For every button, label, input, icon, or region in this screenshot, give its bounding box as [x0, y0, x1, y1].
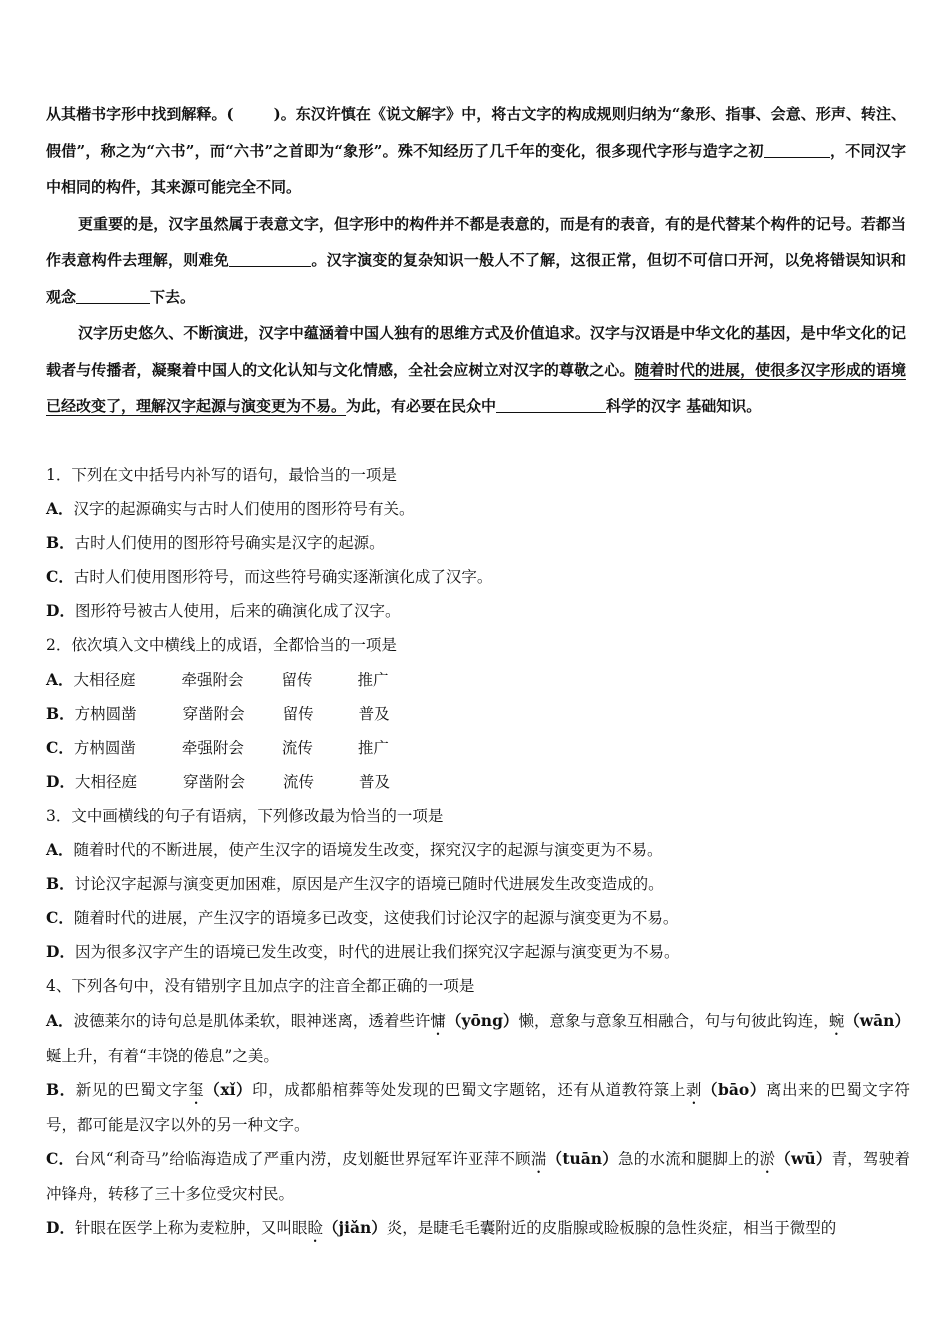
option-text: 蜒上升，有着“丰饶的倦息”之美。 — [46, 1046, 279, 1065]
option-text: 汉字的起源确实与古时人们使用的图形符号有关。 — [73, 500, 415, 519]
dotted-char: 玺 — [188, 1080, 205, 1099]
question-4-option-a[interactable] — [46, 1004, 910, 1073]
option-text: 离出来的巴蜀文字符号，都可能是汉字以外的另一种文字。 — [46, 1080, 910, 1134]
option-label: D． — [46, 771, 75, 791]
option-word-3: 流传 — [282, 772, 314, 791]
question-2-option-d[interactable] — [46, 765, 910, 799]
question-3-stem: 3．文中画横线的句子有语病，下列修改最为恰当的一项是 — [46, 806, 444, 825]
question-4-option-c[interactable] — [46, 1142, 910, 1211]
dotted-char: 淤 — [759, 1149, 776, 1168]
dotted-char: 湍 — [530, 1149, 547, 1168]
question-3-option-b[interactable] — [46, 867, 910, 901]
option-text: 古时人们使用的图形符号确实是汉字的起源。 — [74, 534, 385, 553]
question-3-option-d[interactable] — [46, 935, 910, 969]
pinyin: （bāo） — [701, 1079, 766, 1099]
passage-text: 。汉字演变的复杂知识一般人不了解，这很正常，但切不可信口开河，以免将错误知识和观念 — [46, 251, 906, 306]
option-label: D． — [46, 601, 75, 621]
dotted-char: 蜿 — [828, 1011, 845, 1030]
passage-paragraph-1 — [46, 96, 906, 206]
pinyin: （tuān） — [546, 1148, 619, 1168]
dotted-char: 剥 — [685, 1080, 702, 1099]
option-word-2: 牵强附会 — [181, 738, 244, 757]
option-text: 波德莱尔的诗句总是肌体柔软，眼神迷离，透着些许 — [73, 1011, 431, 1030]
question-2-option-c[interactable] — [46, 731, 910, 765]
passage-text: 从其楷书字形中找到解释。( — [46, 105, 234, 123]
option-text: 台风“利奇马”给临海造成了严重内涝，皮划艇世界冠军许亚萍不顾 — [74, 1149, 531, 1168]
option-word-3: 留传 — [282, 704, 314, 723]
option-text: 随着时代的不断进展，使产生汉字的语境发生改变，探究汉字的起源与演变更为不易。 — [73, 841, 663, 860]
option-word-4: 普及 — [358, 704, 390, 723]
blank-line-2 — [229, 250, 311, 267]
blank-line-3 — [76, 287, 150, 304]
option-text: 急的水流和腿脚上的 — [618, 1149, 760, 1168]
question-3-option-a[interactable] — [46, 833, 910, 867]
option-label: A． — [46, 499, 74, 519]
passage-text: 为此，有必要在民众中 — [346, 397, 497, 415]
pinyin: （wū） — [775, 1148, 832, 1168]
option-text: 懒，意象与意象互相融合，句与句彼此钩连， — [518, 1011, 829, 1030]
option-word-2: 牵强附会 — [181, 670, 244, 689]
passage-text: 更重要的是，汉字虽然属于表意文字，但字形中的构件并不都是表意的，而是有的表音，有的是代替某个构件的记号。若都当作表意构件去理解，则难免 — [46, 214, 906, 269]
option-label: C． — [46, 908, 74, 928]
option-word-1: 方枘圆凿 — [73, 738, 136, 757]
option-text: 印，成都船棺葬等处发现的巴蜀文字题铭，还有从道教符箓上 — [252, 1080, 686, 1099]
blank-line-4 — [496, 396, 606, 413]
option-text: 针眼在医学上称为麦粒肿，又叫眼 — [74, 1218, 308, 1237]
reading-passage — [46, 96, 906, 425]
option-word-2: 穿凿附会 — [182, 772, 245, 791]
passage-text: 下去。 — [150, 287, 196, 306]
option-word-4: 普及 — [358, 772, 390, 791]
option-word-1: 大相径庭 — [73, 670, 136, 689]
option-label: D． — [46, 942, 75, 962]
question-2-option-b[interactable] — [46, 697, 910, 731]
question-1-option-b[interactable] — [46, 526, 910, 560]
option-text: 青，驾驶着冲锋舟，转移了三十多位受灾村民。 — [46, 1149, 910, 1203]
pinyin: （xǐ） — [204, 1079, 253, 1099]
question-1-option-c[interactable] — [46, 560, 910, 594]
option-label: B． — [46, 533, 75, 553]
pinyin: （yōng） — [445, 1010, 519, 1030]
pinyin: （wān） — [844, 1010, 910, 1030]
option-word-3: 留传 — [281, 670, 313, 689]
option-word-4: 推广 — [357, 670, 389, 689]
question-list — [46, 458, 910, 1246]
passage-paragraph-3 — [46, 315, 906, 425]
option-label: D． — [46, 1217, 75, 1237]
blank-line-1 — [764, 141, 830, 158]
question-3-option-c[interactable] — [46, 901, 910, 935]
option-text: 图形符号被古人使用，后来的确演化成了汉字。 — [74, 602, 401, 621]
option-word-3: 流传 — [281, 738, 313, 757]
option-label: B． — [46, 1079, 76, 1099]
option-word-1: 方枘圆凿 — [74, 704, 137, 723]
option-text: 炎，是睫毛毛囊附近的皮脂腺或睑板腺的急性炎症，相当于微型的 — [386, 1218, 837, 1237]
option-word-2: 穿凿附会 — [182, 704, 245, 723]
dotted-char: 睑 — [307, 1218, 323, 1237]
option-text: 讨论汉字起源与演变更加困难，原因是产生汉字的语境已随时代进展发生改变造成的。 — [74, 875, 664, 894]
passage-paragraph-2 — [46, 206, 906, 316]
option-text: 新见的巴蜀文字 — [75, 1080, 189, 1099]
pinyin: （jiǎn） — [322, 1217, 387, 1237]
question-4-option-b[interactable] — [46, 1073, 910, 1142]
option-label: B． — [46, 874, 75, 894]
passage-text: ，不同汉字中相同的构件，其来源可能完全不同。 — [46, 141, 906, 196]
option-label: A． — [46, 840, 74, 860]
question-1-stem: 1．下列在文中括号内补写的语句，最恰当的一项是 — [46, 466, 397, 484]
dotted-char: 慵 — [430, 1011, 446, 1030]
passage-text: 科学的汉字 基础知识。 — [606, 397, 762, 415]
option-word-4: 推广 — [357, 738, 389, 757]
option-label: A． — [46, 1010, 74, 1030]
option-text: 随着时代的进展，产生汉字的语境多已改变，这使我们讨论汉字的起源与演变更为不易。 — [73, 909, 679, 928]
option-label: C． — [46, 1148, 75, 1168]
option-label: B． — [46, 703, 75, 723]
question-2-stem: 2．依次填入文中横线上的成语，全都恰当的一项是 — [46, 636, 397, 655]
option-label: C． — [46, 737, 74, 757]
passage-text: )。东汉许慎在《说文解字》中，将古文字的构成规则归纳为“象形、指事、会意、形声、转注、假借”，称之为“六书”，而“六书”之首即为“象形”。殊不知经历了几千年的变化，很多现代字形与造字之初 — [46, 105, 906, 160]
question-1-option-a[interactable] — [46, 492, 910, 526]
passage-text: 汉字历史悠久、不断演进，汉字中蕴涵着中国人独有的思维方式及价值追求。汉字与汉语是中华文化的基因，是中华文化的记载者与传播者，凝聚着中国人的文化认知与文化情感，全社会应树立对汉字的尊敬之心。 — [46, 324, 906, 379]
option-text: 因为很多汉字产生的语境已发生改变，时代的进展让我们探究汉字起源与演变更为不易。 — [74, 943, 680, 962]
option-word-1: 大相径庭 — [74, 772, 137, 791]
option-label: C． — [46, 567, 74, 587]
question-1-option-d[interactable] — [46, 594, 910, 628]
question-2-option-a[interactable] — [46, 663, 910, 697]
underlined-sentence: 随着时代的进展，使很多汉字形成的语境已经改变了，理解汉字起源与演变更为不易。 — [46, 360, 906, 415]
option-text: 古时人们使用图形符号，而这些符号确实逐渐演化成了汉字。 — [73, 568, 493, 587]
question-4-option-d[interactable] — [46, 1211, 910, 1246]
question-4-stem: 4、下列各句中，没有错别字且加点字的注音全都正确的一项是 — [46, 977, 475, 996]
option-label: A． — [46, 669, 74, 689]
